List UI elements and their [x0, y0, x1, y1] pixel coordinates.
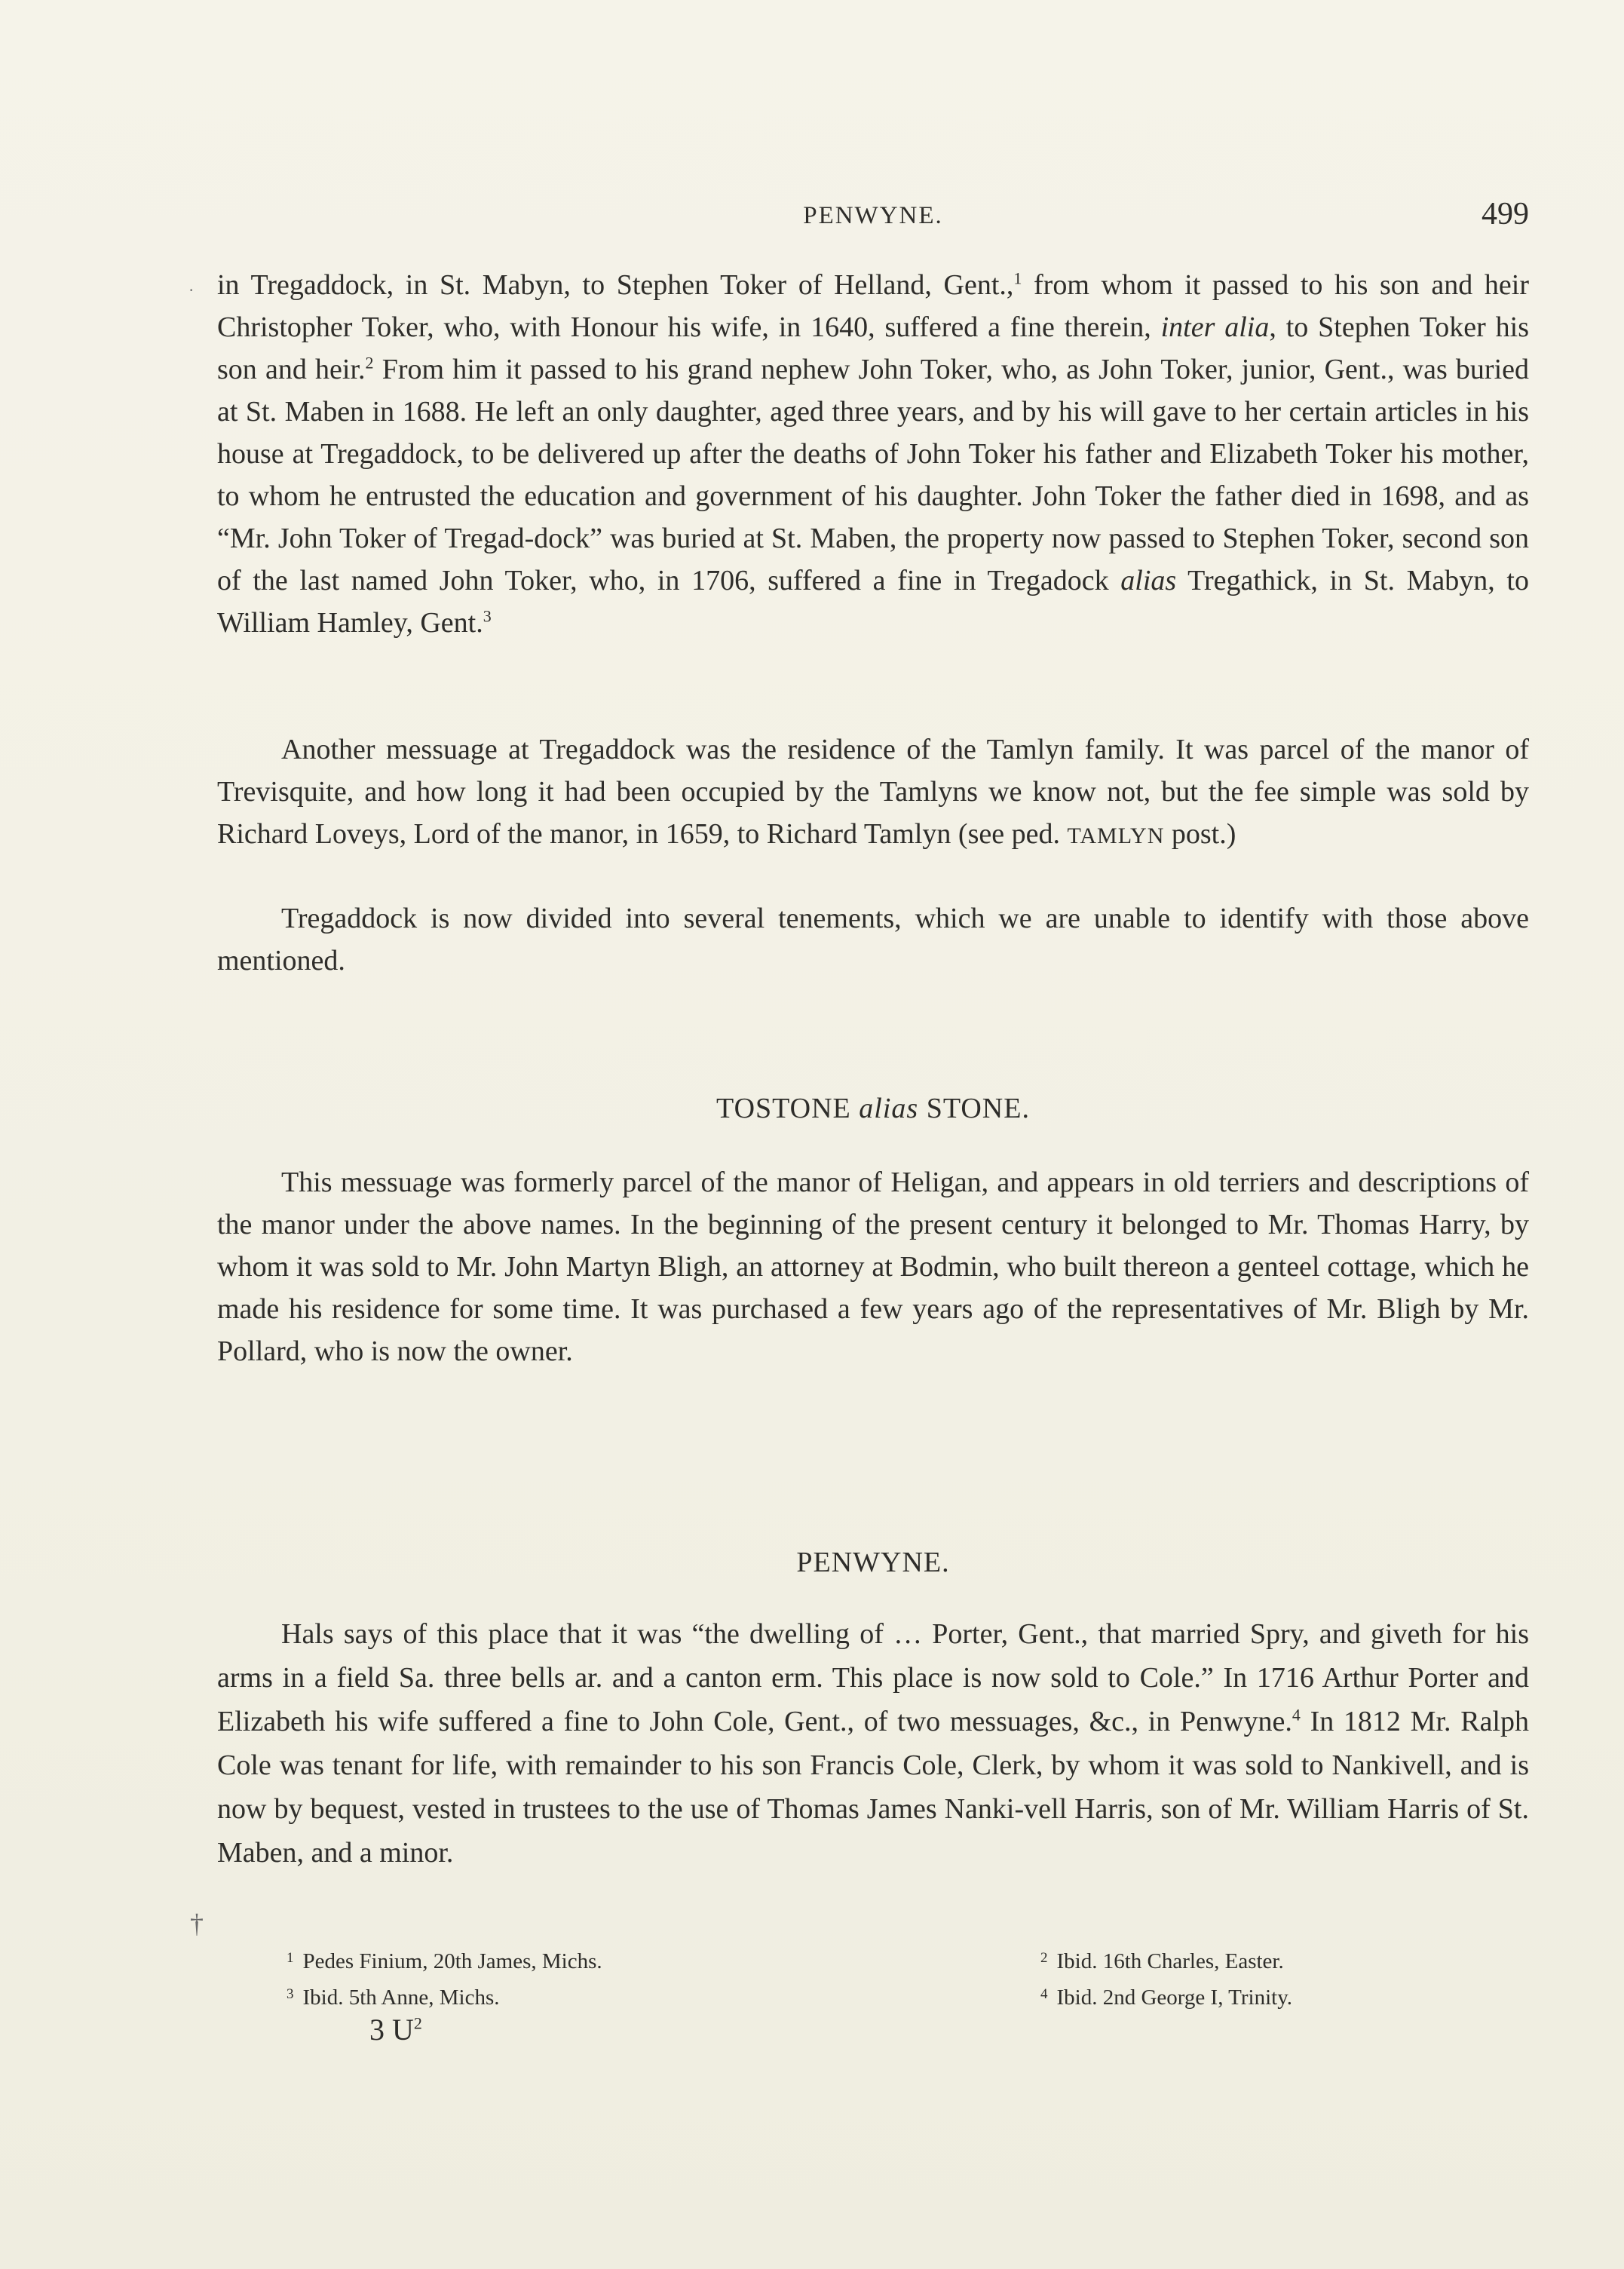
footnote: $^3$ Ibid. 5th Anne, Michs.	[286, 1985, 500, 2010]
margin-mark: †	[190, 1909, 204, 1939]
footnote-ref: 1	[1013, 268, 1022, 288]
italic-phrase: inter alia	[1160, 311, 1270, 343]
footnotes-right	[1040, 1942, 1292, 2014]
page-number: 499	[1482, 197, 1529, 231]
paragraph-penwyne	[217, 1612, 1529, 1875]
footnote: $^1$ Pedes Finium, 20th James, Michs.	[286, 1949, 602, 1973]
paragraph-tostone	[217, 1161, 1529, 1372]
paragraph-toker	[217, 264, 1529, 644]
running-head	[217, 196, 1529, 241]
footnote-ref: 4	[1292, 1705, 1301, 1725]
printer-signature: 3 $U^2$	[369, 2013, 422, 2047]
footnote-ref: 2	[365, 353, 374, 373]
footnote-ref: 3	[483, 606, 492, 626]
paragraph-divided	[217, 897, 1529, 982]
paragraph-text: Another messuage at Tregaddock was the residence of the Tamlyn family. It was parcel of the manor of Trevisquite, and how long it had been occupied by the Tamlyns we know not, but the fee simple was sold by Richard Loveys, Lord of the manor, in 1659, to Richard Tamlyn (see ped. TAMLYN post.)	[217, 734, 1529, 850]
small-caps-ref: TAMLYN	[1067, 823, 1165, 848]
paragraph-text: Hals says of this place that it was “the dwelling of … Porter, Gent., that married Spry, and giveth for his arms in a field Sa. three bells ar. and a canton erm. This place is now sold to Cole.” In 1716 Arthur Porter and Elizabeth his wife suffered a fine to John Cole, Gent., of two messuages, &c., in Penwyne.$^4$ In 1812 Mr. Ralph Cole was tenant for life, with remainder to his son Francis Cole, Clerk, by whom it was sold to Nankivell, and is now by bequest, vested in trustees to the use of Thomas James Nanki-vell Harris, son of Mr. William Harris of St. Maben, and a minor.	[217, 1618, 1529, 1869]
footnote: $^2$ Ibid. 16th Charles, Easter.	[1040, 1949, 1284, 1973]
italic-alias: alias	[1120, 565, 1177, 596]
margin-dot: ·	[188, 281, 195, 299]
paragraph-text: in Tregaddock, in St. Mabyn, to Stephen Toker of Helland, Gent.,$^1$ from whom it passed to his son and heir Christopher Toker, who, with Honour his wife, in 1640, suffered a fine therein, inter alia, to Stephen Toker his son and heir.$^2$ From him it passed to his grand nephew John Toker, who, as John Toker, junior, Gent., was buried at St. Maben in 1688. He left an only daughter, aged three years, and by his will gave to her certain articles in his house at Tregaddock, to be delivered up after the deaths of John Toker his father and Elizabeth Toker his mother, to whom he entrusted the education and government of his daughter. John Toker the father died in 1698, and as “Mr. John Toker of Tregad-dock” was buried at St. Maben, the property now passed to Stephen Toker, second son of the last named John Toker, who, in 1706, suffered a fine in Tregadock alias Tregathick, in St. Mabyn, to William Hamley, Gent.$^3$	[217, 268, 1530, 639]
section-heading-penwyne: PENWYNE.	[796, 1547, 950, 1578]
paragraph-text: Tregaddock is now divided into several tenements, which we are unable to identify with those above mentioned.	[217, 903, 1529, 977]
section-heading-tostone: TOSTONE alias STONE.	[716, 1093, 1030, 1124]
paragraph-text: This messuage was formerly parcel of the manor of Heligan, and appears in old terriers and descriptions of the manor under the above names. In the beginning of the present century it belonged to Mr. Thomas Harry, by whom it was sold to Mr. John Martyn Bligh, an attorney at Bodmin, who built thereon a genteel cottage, which he made his residence for some time. It was purchased a few years ago of the representatives of Mr. Bligh by Mr. Pollard, who is now the owner.	[217, 1167, 1529, 1367]
footnotes-left	[286, 1942, 602, 2014]
footnote: $^4$ Ibid. 2nd George I, Trinity.	[1040, 1985, 1293, 2010]
running-title: PENWYNE.	[803, 202, 943, 229]
paragraph-tamlyn	[217, 728, 1529, 857]
